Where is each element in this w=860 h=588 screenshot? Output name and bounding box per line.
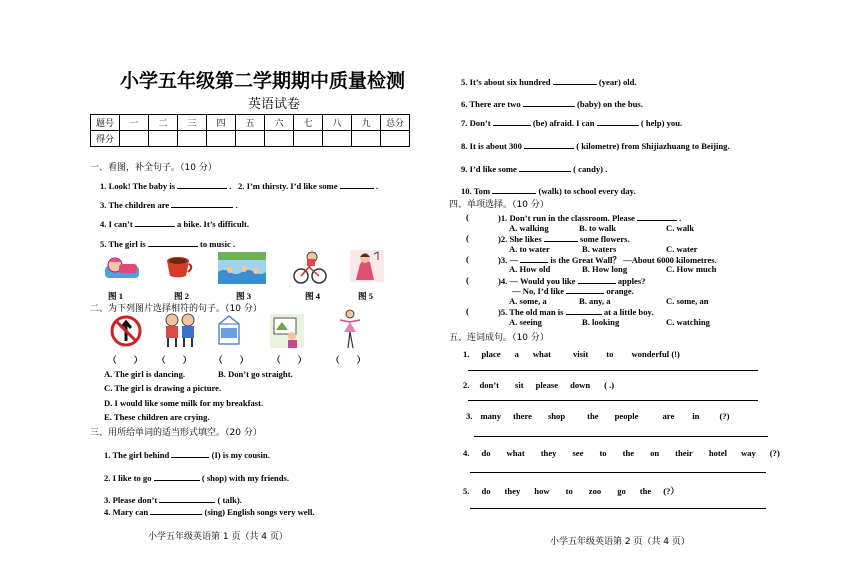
score-cell: 八 [323,115,352,131]
word: to [606,349,614,359]
sec1-q3 [100,199,238,210]
word: place [481,349,501,359]
word: ( .) [604,380,615,390]
sec1-q5 [100,238,235,249]
word: sit [515,380,524,390]
text: 1. Look! The baby is [100,181,176,191]
answer-blank[interactable] [492,185,536,194]
sec3-q8 [461,140,730,151]
answer-blank[interactable] [553,76,597,85]
answer-blank[interactable] [171,199,233,208]
boy-cycling-picture [292,249,328,285]
mc-option: A. walking [509,223,549,233]
paren[interactable]: ( [466,233,469,243]
sentence-5-words [463,485,679,497]
score-input-cell[interactable] [120,131,149,147]
mc-option: A. some, a [509,296,547,306]
text: 6. There are two [461,99,521,109]
answer-line[interactable] [468,400,758,401]
no-straight-sign-picture [110,314,142,348]
exam-title: 小学五年级第二学期期中质量检测 [120,70,406,92]
text: at a little boy. [603,307,654,317]
text: . [375,181,378,191]
section-1-heading: 一、看图，补全句子。（10 分） [90,163,217,173]
word: (?) [719,411,730,421]
sec3-q10 [461,185,636,196]
word: the [622,448,635,458]
sec3-q3 [104,494,242,505]
answer-blank[interactable] [520,254,548,263]
word: are [662,411,675,421]
word: a [514,349,519,359]
answer-blank[interactable] [544,233,578,242]
mc-q5 [498,306,653,317]
score-input-cell[interactable] [352,131,381,147]
answer-line[interactable] [468,370,758,371]
paren[interactable]: ( [466,275,469,285]
paren[interactable]: ( [466,306,469,316]
mc-option: B. any, a [579,296,611,306]
score-input-cell[interactable] [149,131,178,147]
word: wonderful (!) [631,349,680,359]
word: 2. [463,380,470,390]
word: way [740,448,756,458]
score-cell: 四 [207,115,236,131]
text: ( kilometre) from Shijiazhuang to Beijing. [576,141,730,151]
text: (walk) to school every day. [538,186,636,196]
mc-q1 [498,212,681,223]
text: (be) afraid. I can [532,118,595,128]
score-cell: 九 [352,115,381,131]
word: 4. [463,448,470,458]
word: (?) [769,448,780,458]
answer-blank[interactable] [135,218,175,227]
text: ( candy) . [573,164,608,174]
text: 7. Don’t [461,118,491,128]
text: . [679,213,682,223]
word: hotel [708,448,727,458]
figure-label: 图 5 [358,291,374,301]
text: 3. Please don’t [104,495,158,505]
option-d: D. I would like some milk for my breakfast. [104,398,264,408]
word: the [639,486,652,496]
score-table-header-row [91,115,410,131]
word: many [480,411,501,421]
section-4-heading: 四、单项选择。（10 分） [449,200,549,210]
crying-children-picture [160,312,200,348]
sleeping-baby-picture [103,252,143,282]
score-cell: 二 [149,115,178,131]
mc-q2 [498,233,630,244]
sec3-q6 [461,98,643,109]
text: ( help) you. [640,118,683,128]
text: )2. She likes [498,234,542,244]
text: orange. [606,286,634,296]
answer-blank[interactable] [150,506,202,515]
score-input-cell[interactable] [178,131,207,147]
swimming-children-picture [218,252,266,284]
text: to music . [200,239,236,249]
sec1-q1-2 [100,180,378,191]
section-3-heading: 三、用所给单词的适当形式填空。（20 分） [90,428,262,438]
word: people [614,411,639,421]
mc-option: A. seeing [509,317,542,327]
word: their [675,448,693,458]
text: — No, I’d like [512,286,565,296]
word: shop [547,411,566,421]
answer-blank[interactable] [524,140,574,149]
word: visit [573,349,589,359]
word: go [617,486,626,496]
paren[interactable]: ( [466,254,469,264]
answer-blank[interactable] [171,449,209,458]
text: (I) is my cousin. [211,450,270,460]
score-input-cell[interactable] [265,131,294,147]
score-cell: 得分 [91,131,120,147]
score-cell: 总分 [381,115,410,131]
score-input-cell[interactable] [381,131,410,147]
option-a: A. The girl is dancing. [104,369,186,379]
answer-blank[interactable] [637,212,677,221]
milk-carton-picture [215,314,243,346]
text: ( shop) with my friends. [201,473,289,483]
exam-subtitle: 英语试卷 [248,97,301,112]
text: 5. The girl is [100,239,146,249]
sentence-3-words [466,411,729,421]
figure-label: 图 3 [236,291,252,301]
page-footer-left: 小学五年级英语第 1 页（共 4 页） [148,532,288,542]
answer-bracket[interactable]: （ ） [331,355,366,365]
word: do [481,448,491,458]
answer-line[interactable] [474,436,768,437]
word: there [513,411,532,421]
score-cell: 七 [294,115,323,131]
mc-option: A. to water [509,244,550,254]
mc-option: A. How old [509,264,551,274]
sec3-q9 [461,163,607,174]
mc-q4-line2 [512,285,634,296]
option-e: E. These children are crying. [104,412,210,422]
sec3-q1 [104,449,270,460]
text: ( talk). [217,495,242,505]
word: don’t [479,380,500,390]
figure-label: 图 1 [108,291,124,301]
text: 10. Tom [461,186,491,196]
answer-bracket[interactable]: （ ） [108,355,143,365]
text: 4. I can’t [100,219,133,229]
figure-label: 图 4 [305,291,321,301]
word: they [504,486,521,496]
answer-blank[interactable] [566,306,602,315]
word: what [532,349,551,359]
mc-option: B. How long [582,264,628,274]
word: what [506,448,525,458]
score-cell: 六 [265,115,294,131]
answer-blank[interactable] [578,275,616,284]
girl-listening-music-picture [350,250,384,282]
word: please [535,380,559,390]
text: is the Great Wall？ —About 6000 kilometres. [550,255,717,265]
word: in [692,411,700,421]
text: 3. The children are [100,200,170,210]
word: on [650,448,660,458]
word: down [570,380,591,390]
mc-option: C. some, an [666,296,709,306]
text: apples? [617,276,646,286]
answer-line[interactable] [470,472,766,473]
text: . [235,200,238,210]
text: )5. The old man is [498,307,564,317]
sec3-q2 [104,472,289,483]
score-cell: 五 [236,115,265,131]
tea-cup-picture [165,252,193,280]
sec3-q5 [461,76,637,87]
word: 3. [466,411,473,421]
answer-blank[interactable] [493,117,531,126]
mc-option: C. How much [666,264,717,274]
sentence-4-words [463,448,780,458]
score-cell: 题号 [91,115,120,131]
dancing-girl-picture [336,308,364,352]
sec1-q4 [100,218,249,229]
answer-blank[interactable] [566,285,604,294]
mc-option: B. to walk [579,223,617,233]
score-input-cell[interactable] [323,131,352,147]
word: 1. [463,349,470,359]
word: do [481,486,491,496]
text: 2. I like to go [104,473,152,483]
word: how [534,486,550,496]
text: some flowers. [580,234,630,244]
score-input-cell[interactable] [236,131,265,147]
text: )4. — Would you like [498,276,576,286]
mc-option: B. looking [582,317,620,327]
word: the [587,411,599,421]
word: (?） [663,486,680,496]
score-cell: 一 [120,115,149,131]
word: to [599,448,607,458]
text: a bike. It’s difficult. [177,219,250,229]
answer-bracket[interactable]: （ ） [157,355,192,365]
score-table [90,114,410,147]
answer-blank[interactable] [519,163,571,172]
text: 1. The girl behind [104,450,170,460]
answer-blank[interactable] [159,494,215,503]
sec3-q4 [104,506,315,517]
word: to [565,486,573,496]
text: (year) old. [598,77,637,87]
score-cell: 三 [178,115,207,131]
text: 2. I’m thirsty. I’d like some [237,181,338,191]
word: they [540,448,557,458]
word: 5. [463,486,470,496]
option-b: B. Don’t go straight. [218,369,293,379]
score-input-cell[interactable] [294,131,323,147]
answer-blank[interactable] [154,472,200,481]
text: )3. — [498,255,519,265]
answer-blank[interactable] [177,180,227,189]
answer-blank[interactable] [523,98,575,107]
text: . [229,181,232,191]
mc-option: C. walk [666,223,695,233]
answer-bracket[interactable]: （ ） [214,355,249,365]
text: (sing) English songs very well. [204,507,315,517]
text: (baby) on the bus. [576,99,643,109]
answer-blank[interactable] [597,117,639,126]
text: )1. Don’t run in the classroom. Please [498,213,635,223]
text: 9. I’d like some [461,164,517,174]
section-5-heading: 五、连词成句。（10 分） [449,333,549,343]
score-input-cell[interactable] [207,131,236,147]
word: zoo [588,486,602,496]
mc-option: C. water [666,244,698,254]
text: 5. It’s about six hundred [461,77,551,87]
sentence-1-words [463,349,680,359]
sentence-2-words [463,380,614,390]
figure-label: 图 2 [174,291,190,301]
answer-blank[interactable] [340,180,374,189]
paren[interactable]: ( [466,212,469,222]
text: 4. Mary can [104,507,149,517]
mc-option: B. waters [582,244,617,254]
sec3-q7 [461,117,682,128]
mc-option: C. watching [666,317,710,327]
score-table-score-row [91,131,410,147]
option-c: C. The girl is drawing a picture. [104,383,222,393]
answer-line[interactable] [470,508,766,509]
text: 8. It is about 300 [461,141,522,151]
girl-drawing-picture [270,314,304,348]
section-2-heading: 二、为下列图片选择相符的句子。（10 分） [90,304,262,314]
page-footer-right: 小学五年级英语第 2 页（共 4 页） [550,537,690,547]
answer-bracket[interactable]: （ ） [272,355,307,365]
word: see [572,448,584,458]
answer-blank[interactable] [148,238,198,247]
